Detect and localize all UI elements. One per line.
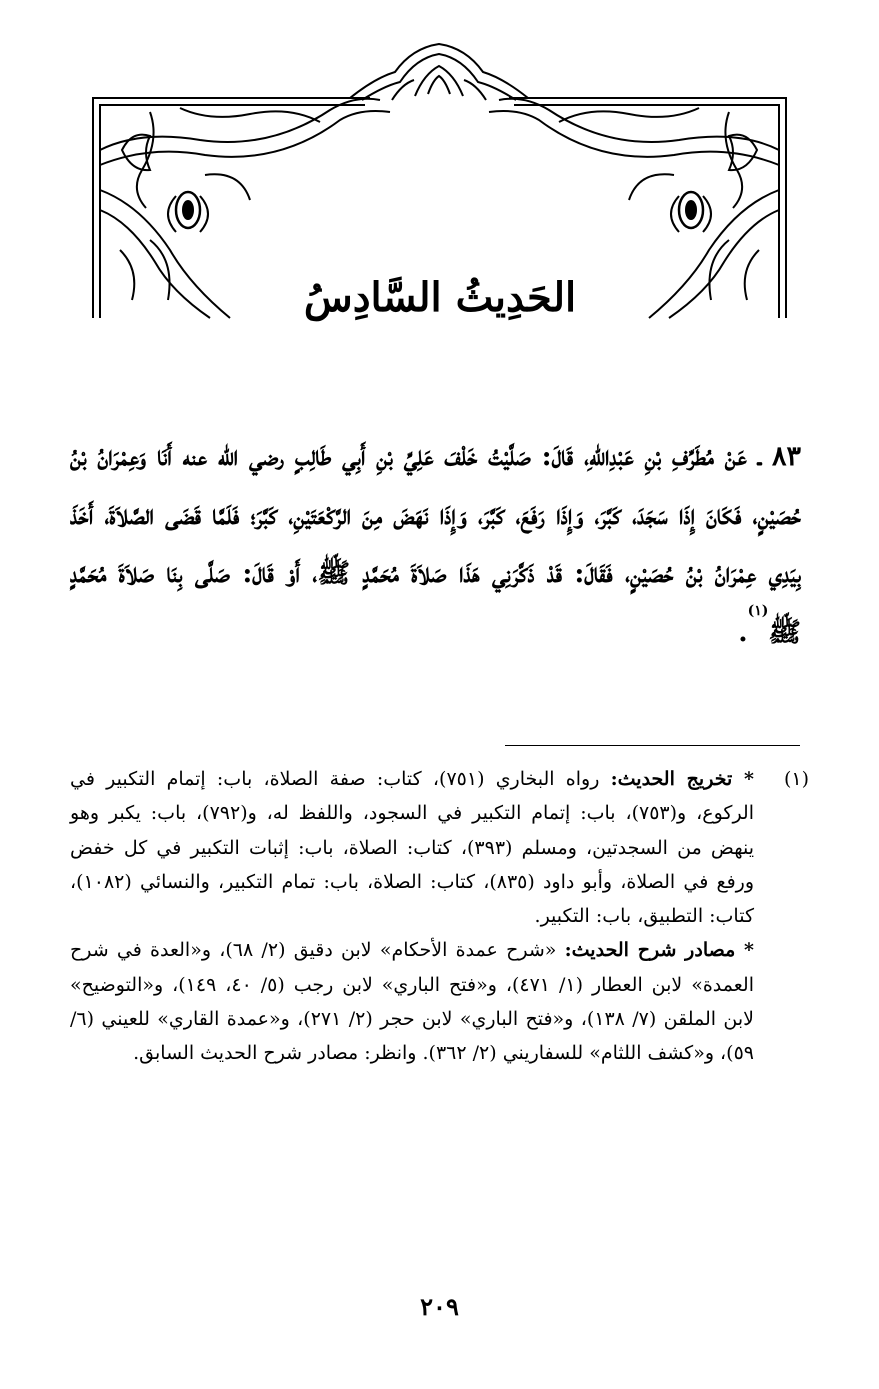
takhrij-text: رواه البخاري (٧٥١)، كتاب: صفة الصلاة، باب: إتمام التكبير في الركوع، و(٧٥٣)، باب: إتمام التكبير في السجود، واللفظ له، و(٧٩٢)، باب: يكبر وهو ينهض من السجدتين، ومسلم (٣٩٣)، كتاب: الصلاة، باب: إثبات التكبير في كل خفض ورفع في الصلاة، وأبو داود (٨٣٥)، كتاب: الصلاة، باب: تمام التكبير، والنسائي (١٠٨٢)، كتاب: التطبيق، باب: التكبير. [70,768,754,928]
hadith-text-block [70,428,801,662]
footnote-1 [70,762,809,1071]
takhrij-paragraph [70,762,754,933]
sources-paragraph [70,933,754,1070]
footnote-reference[interactable]: (١) [747,602,769,619]
sources-text: «شرح عمدة الأحكام» لابن دقيق (٢/ ٦٨)، و«العدة في شرح العمدة» لابن العطار (١/ ٤٧١)، و«فتح الباري» لابن رجب (٥/ ٤٠، ١٤٩)، و«التوضيح» لابن الملقن (٧/ ١٣٨)، و«فتح الباري» لابن حجر (٢/ ٢٧١)، و«عمدة القاري» للعيني (٦/ ٥٩)، و«كشف اللثام» للسفاريني (٢/ ٣٦٢). وانظر: مصادر شرح الحديث السابق. [70,939,754,1065]
footnote-number: (١) [783,768,809,790]
chapter-title: الحَدِيثُ السَّادِسُ [303,274,577,321]
footnote-body [70,762,754,1071]
footnotes [70,762,809,1071]
hadith-text: ٨٣ ـ عَنْ مُطَرِّفِ بْنِ عَبْدِاللهِ، قَالَ: صَلَّيْتُ خَلْفَ عَلِيِّ بْنِ أَبِي طَالِبٍ رضي الله عنه أَنَا وَعِمْرَانُ بْنُ حُصَيْنٍ، فَكَانَ إِذَا سَجَدَ، كَبَّرَ، وَإِذَا رَفَعَ، كَبَّرَ، وَإِذَا نَهَضَ مِنَ الرَّكْعَتَيْنِ، كَبَّرَ؛ فَلَمَّا قَضَى الصَّلاَةَ، أَخَذَ بِيَدِي عِمْرَانُ بْنُ حُصَيْنٍ، فَقَالَ: قَدْ ذَكَّرَنِي هَذَا صَلاَةَ مُحَمَّدٍ ﷺ، أَوْ قَالَ: صَلَّى بِنَا صَلاَةَ مُحَمَّدٍ ﷺ [70,441,801,648]
page-number: ٢٠٩ [420,1292,459,1321]
sources-label: * مصادر شرح الحديث: [564,939,754,962]
takhrij-label: * تخريج الحديث: [610,768,754,790]
hadith-end-mark: . [738,616,748,648]
footnote-separator [505,745,800,746]
